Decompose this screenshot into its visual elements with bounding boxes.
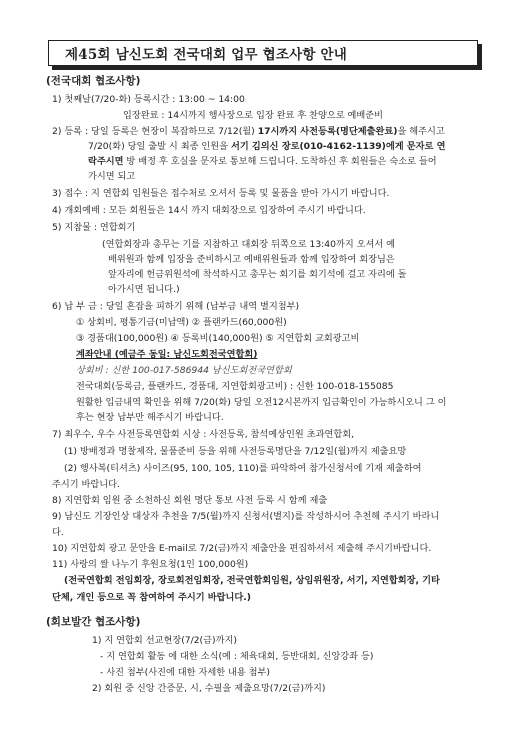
item-2-line-4: 가시면 되고: [88, 171, 136, 182]
item-1-line-1: 1) 첫째날(7/20-화) 등록시간 : 13:00 ~ 14:00: [52, 94, 245, 105]
section-heading-convention: (전국대회 협조사항): [46, 75, 141, 87]
section-heading-newsletter: (회보발간 협조사항): [46, 616, 141, 628]
item-11-line-1: 11) 사랑의 쌀 나누기 후원요청(1인 100,000원): [52, 559, 249, 570]
item-11-line-3: 단체, 개인 등으로 꼭 참여하여 주시기 바랍니다.): [52, 592, 251, 603]
item-2-line-3: 락주시면 방 배정 후 호실을 문자로 통보해 드립니다. 도착하신 후 회원들은 숙소로 들어: [88, 156, 437, 167]
account-line-convention: 전국대회(등록금, 플랜카드, 경품대, 지연합회광고비) : 신한 100-018-155085: [76, 381, 394, 392]
item-7-line-3: (2) 행사복(티셔츠) 사이즈(95, 100, 105, 110)를 파악하여 참가신청서에 기재 제출하여: [64, 463, 422, 474]
page-title: 제45회 남신도회 전국대회 업무 협조사항 안내: [65, 47, 348, 63]
item-5-line-2: (연합회장과 총무는 기를 지참하고 대회장 뒤쪽으로 13:40까지 오셔서 예: [102, 239, 396, 250]
item-1-line-2: 입장완료 : 14시까지 행사장으로 입장 완료 후 찬양으로 예배준비: [123, 110, 384, 121]
item-7-line-4: 주시기 바랍니다.: [52, 479, 120, 490]
item-5-line-5: 아가시면 됩니다.): [108, 284, 180, 295]
newsletter-line-4: 2) 회원 중 신앙 간증문, 시, 수필을 제출요망(7/2(금)까지): [92, 683, 326, 694]
item-2-line-1: 2) 등록 : 당일 등록은 현장이 복잡하므로 7/12(월) 17시까지 사전등록(명단제출완료)을 해주시고: [52, 126, 445, 137]
newsletter-line-3: - 사진 첨부(사진에 대한 자세한 내용 첨부): [100, 667, 271, 678]
item-6-line-3: ③ 경품대(100,000원) ④ 등록비(140,000원) ⑤ 지연합회 교회광고비: [76, 333, 360, 344]
item-9-line-1: 9) 남신도 기장인상 대상자 추천을 7/5(월)까지 신청서(별지)를 작성하시어 추천해 주시기 바라니: [52, 511, 440, 522]
item-6-line-7: 원활한 입금내역 확인을 위해 7/20(화) 당일 오전12시본까지 입금확인이 가능하시오니 그 이: [76, 397, 447, 408]
item-5-line-1: 5) 지참물 : 연합회기: [52, 222, 136, 233]
title-box: [48, 40, 478, 66]
item-5-line-4: 앞자리에 헌금위원석에 착석하시고 총무는 회기를 회기석에 걸고 자리에 돌: [108, 269, 407, 280]
newsletter-line-1: 1) 지 연합회 선교현장(7/2(금)까지): [92, 635, 237, 646]
account-info-heading: 계좌안내 (예금주 동일: 남신도회전국연합회): [76, 349, 258, 360]
item-5-line-3: 배위원과 함께 입장을 준비하시고 예배위원들과 함께 입장하여 회장님은: [108, 254, 395, 265]
item-9-line-2: 다.: [52, 527, 64, 538]
item-6-line-8: 후는 현장 납부만 해주시기 바랍니다.: [76, 412, 224, 423]
item-2-line-2: 7/20(화) 당일 출발 시 최종 인원을 서기 김의신 장로(010-4162-1139)에게 문자로 연: [88, 141, 446, 152]
item-10: 10) 지연합회 광고 문안을 E-mail로 7/2(금)까지 제출안을 편집하셔서 제출해 주시기바랍니다.: [52, 543, 432, 554]
item-6-line-2: ① 상회비, 평통기금(미납액) ② 플랜카드(60,000원): [76, 317, 287, 328]
item-11-line-2: (전국연합회 전임회장, 장로회전임회장, 전국연합회임원, 상임위원장, 서기, 지연합회장, 기타: [64, 575, 440, 586]
item-7-line-2: (1) 방배정과 명찰제작, 물품준비 등을 위해 사전등록명단을 7/12일(월)까지 제출요망: [64, 446, 407, 457]
item-3: 3) 접수 : 지 연합회 임원들은 접수처로 오셔서 등록 및 물품을 받아 가시기 바랍니다.: [52, 188, 390, 199]
account-line-dues: 상회비 : 신한 100-017-586944 남신도회전국연합회: [76, 365, 292, 376]
item-7-line-1: 7) 최우수, 우수 사전등록연합회 시상 : 사전등록, 참석예상인원 초과연합회,: [52, 429, 355, 440]
item-6-line-1: 6) 납 부 금 : 당일 혼잡을 피하기 위해 (납부금 내역 별지첨부): [52, 301, 300, 312]
newsletter-line-2: - 지 연합회 활동 에 대한 소식(예 : 체육대회, 등반대회, 신앙강좌 등): [100, 651, 374, 662]
item-4: 4) 개회예배 : 모든 회원들은 14시 까지 대회장으로 입장하여 주시기 바랍니다.: [52, 205, 366, 216]
item-8: 8) 지연합회 임원 중 소천하신 회원 명단 통보 사전 등록 시 함께 제출: [52, 495, 328, 506]
